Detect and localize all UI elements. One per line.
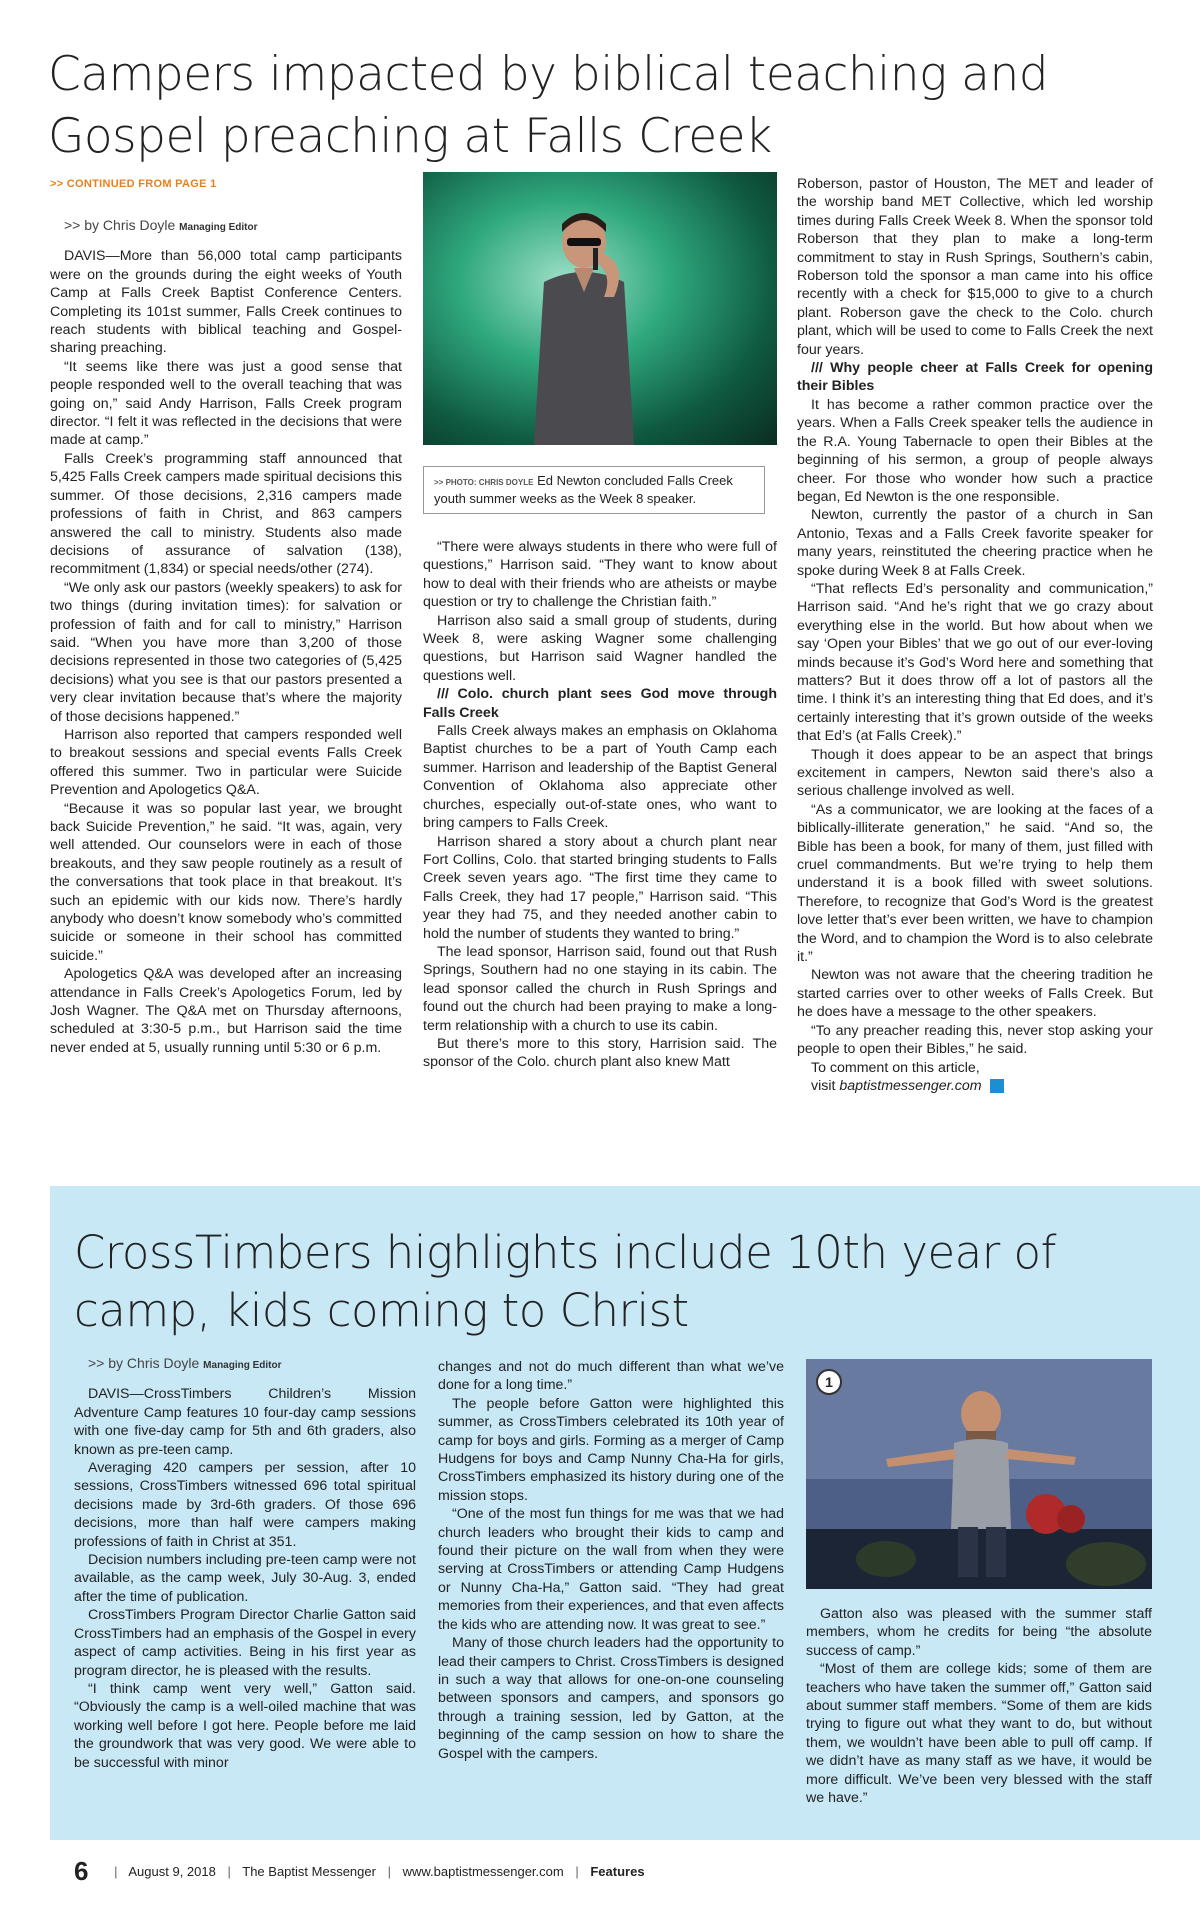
photo-credit: >> PHOTO: CHRIS DOYLE (434, 478, 534, 487)
paragraph: “We only ask our pastors (weekly speakers) to ask for two things (during invitation times): for salvation or profession of faith and for call to ministry,” Harrison said. “When you have more than 3,200 of those decisions represented in those two categories of (5,425 decisions) what you see is that our pastors presented a very clear invitation because that’s where the majority of those decisions happened.” (50, 579, 402, 725)
byline-role: Managing Editor (203, 1360, 282, 1371)
byline (64, 216, 402, 237)
publication-url[interactable]: www.baptistmessenger.com (402, 1864, 564, 1879)
paragraph: DAVIS—CrossTimbers Children’s Mission Adventure Camp features 10 four-day camp sessions with one five-day camp for 5th and 6th graders, also known as pre-teen camp. (74, 1386, 416, 1458)
byline-author: >> by Chris Doyle (88, 1355, 200, 1371)
paragraph: The people before Gatton were highlighted this summer, as CrossTimbers celebrated its 10th year of camp for boys and girls. Forming as a merger of Camp Hudgens for boys and Camp Nunny Cha-Ha for girls, CrossTimbers emphasized its history during one of the mission stops. (438, 1395, 784, 1504)
paragraph: Decision numbers including pre-teen camp were not available, as the camp week, July 30-Aug. 3, ended after the time of publication. (74, 1552, 416, 1605)
article-headline: CrossTimbers highlights include 10th year of camp, kids coming to Christ (74, 1226, 1056, 1337)
paragraph: CrossTimbers Program Director Charlie Gatton said CrossTimbers had an emphasis of the Gospel in every aspect of camp activities. Being in his first year as program director, he is pleased with the results. (74, 1607, 416, 1679)
visit-label: visit (811, 1077, 836, 1094)
stage-scene (806, 1359, 1152, 1589)
paragraph: Falls Creek’s programming staff announced that 5,425 Falls Creek campers made spiritual decisions this summer. Of those decisions, 2,316 campers made professions of faith in Christ, and 863 campers answered the call to ministry. Students also made decisions of assurance of salvation (138), recommitment (1,834) or special needs/other (274). (50, 450, 402, 578)
issue-date: August 9, 2018 (128, 1864, 216, 1879)
paragraph: changes and not do much different than what we’ve done for a long time.” (438, 1359, 784, 1394)
photo-number-badge: 1 (816, 1369, 842, 1395)
paragraph: “Most of them are college kids; some of them are teachers who have taken the summer off,” Gatton said about summer staff members. “Some of them are kids trying to figure out what they want to do, but without them, we wouldn’t have been able to pull off camp. If we didn’t have as many staff as we have, it would be more difficult. We’ve been very blessed with the staff we have.” (806, 1661, 1152, 1807)
byline-author: >> by Chris Doyle (64, 217, 176, 233)
paragraph: DAVIS—More than 56,000 total camp participants were on the grounds during the eight weeks of Youth Camp at Falls Creek Baptist Conference Centers. Completing its 101st summer, Falls Creek continues to reach students with biblical teaching and Gospel-sharing preaching. (50, 248, 402, 357)
comment-line (797, 1077, 1153, 1095)
paragraph: Roberson, pastor of Houston, The MET and leader of the worship band MET Collective, which led worship times during Falls Creek Week 8. When the sponsor told Roberson that they plan to make a long-term commitment to stay in Rush Springs, Southern’s cabin, Roberson told the sponsor a man came into his office recently with a check for $15,000 to give to a church plant. Roberson gave the check to the Colo. church plant, which will be used to come to Falls Creek the next four years. (797, 176, 1153, 358)
paragraph: To comment on this article, (811, 1059, 980, 1076)
paragraph: Though it does appear to be an aspect that brings excitement in campers, Newton said there’s also a serious challenge involved as well. (797, 746, 1153, 800)
paragraph: “That reflects Ed’s personality and communication,” Harrison said. “And he’s right that we go crazy about everything else in the world. But how about when we say ‘Open your Bibles’ that we go out of our ever-loving minds because it’s God’s Word here and something that matters? But it does throw off a lot of pastors all the time. I think it’s an interesting thing that Ed does, and it’s certainly interesting that it’s grown outside of the weeks that Ed’s (at Falls Creek).” (797, 580, 1153, 745)
article-column-1 (74, 1354, 416, 1772)
paragraph: “There were always students in there who were full of questions,” Harrison said. “They want to know about how to deal with their friends who are atheists or maybe question or try to challenge the Christian faith.” (423, 539, 777, 611)
article-column-2 (423, 538, 777, 1072)
paragraph: “One of the most fun things for me was that we had church leaders who brought their kids to camp and found their picture on the wall from when they were serving at CrossTimbers or attending Camp Hudgens or Nunny Cha-Ha,” Gatton said. “They had great memories from their experiences, and that even affects the kids who are attending now. It was great to see.” (438, 1506, 784, 1633)
paragraph: But there’s more to this story, Harrision said. The sponsor of the Colo. church plant also knew Matt (423, 1035, 777, 1071)
byline-role: Managing Editor (179, 222, 258, 233)
article-column-2 (438, 1358, 784, 1763)
paragraph: Falls Creek always makes an emphasis on Oklahoma Baptist churches to be a part of Youth Camp each summer. Harrison and leadership of the Baptist General Convention of Oklahoma also appreciate other churches, especially out-of-state ones, who want to bring campers to Falls Creek. (423, 723, 777, 832)
photo-caption (423, 466, 765, 514)
subhead: /// Why people cheer at Falls Creek for opening their Bibles (797, 360, 1153, 395)
paragraph: Harrison shared a story about a church plant near Fort Collins, Colo. that started bringing students to Falls Creek seven years ago. “The first time they came to Falls Creek, they had 17 people,” Harrison said. “This year they had 75, and they needed another cabin to hold the number of students they wanted to bring.” (423, 833, 777, 942)
section-name: Features (590, 1864, 645, 1879)
paragraph: “Because it was so popular last year, we brought back Suicide Prevention,” he said. “It was, again, very well attended. Our counselors were in each of those breakouts, and they saw people routinely as a result of the conversations that took place in that breakout. It’s such an epidemic with our kids now. There’s hardly anybody who doesn’t know somebody who’s committed suicide or someone in their school has committed suicide.” (50, 800, 402, 964)
article-headline: Campers impacted by biblical teaching and Gospel preaching at Falls Creek (48, 47, 1049, 164)
article-column-3 (806, 1605, 1152, 1807)
paragraph: Newton was not aware that the cheering tradition he started carries over to other weeks of Falls Creek. But he does have a message to the other speakers. (797, 967, 1153, 1021)
subhead: /// Colo. church plant sees God move through Falls Creek (423, 686, 777, 721)
paragraph: Gatton also was pleased with the summer staff members, whom he credits for being “the absolute success of camp.” (806, 1606, 1152, 1659)
paragraph: “As a communicator, we are looking at the faces of a biblically-illiterate generation,” he said. “And so, the Bible has been a book, for many of them, just filled with cruel commandments. But we’re trying to help them understand it is a book filled with sweet solutions. Therefore, to recognize that God’s Word is the greatest love letter that’s ever been written, we have to champion the Word, and to champion the Word is to also celebrate it.” (797, 801, 1153, 966)
paragraph: “To any preacher reading this, never stop asking your people to open their Bibles,” he said. (797, 1022, 1153, 1058)
paragraph: The lead sponsor, Harrison said, found out that Rush Springs, Southern had no one staying in its cabin. The lead sponsor called the church in Rush Springs and found out the church had been praying to make a long-term relationship with a church to use its cabin. (423, 943, 777, 1034)
paragraph: Harrison also said a small group of students, during Week 8, were asking Wagner some challenging questions, but Harrison said Wagner handled the questions well. (423, 612, 777, 684)
paragraph: “I think camp went very well,” Gatton said. “Obviously the camp is a well-oiled machine that was working well before I got here. People before me laid the groundwork that was very good. We were able to be successful with minor (74, 1680, 416, 1771)
paragraph: It has become a rather common practice over the years. When a Falls Creek speaker tells the audience in the R.A. Young Tabernacle to open their Bibles at the beginning of his sermon, a group of people always cheer. For those who wonder how such a practice began, Ed Newton is the one responsible. (797, 396, 1153, 505)
continued-label: >> CONTINUED FROM PAGE 1 (50, 178, 217, 190)
publication-name: The Baptist Messenger (242, 1864, 376, 1879)
paragraph: Apologetics Q&A was developed after an increasing attendance in Falls Creek’s Apologetics Forum, led by Josh Wagner. The Q&A met on Thursday afternoons, scheduled at 3:30-5 p.m., but Harrison said the time never ended at 5, usually running until 5:30 or 6 p.m. (50, 966, 402, 1056)
page-footer: 6 | August 9, 2018 | The Baptist Messenger | www.baptistmessenger.com | Features (74, 1856, 645, 1886)
byline (88, 1354, 416, 1375)
messenger-logo-icon: m (990, 1079, 1004, 1093)
paragraph: Many of those church leaders had the opportunity to lead their campers to Christ. CrossTimbers is designed in such a way that allows for one-on-one counseling between sponsors and campers, and sponsors go through a training session, led by Gatton, at the beginning of the camp session on how to share the Gospel with the campers. (438, 1635, 784, 1762)
caption-text: Ed Newton concluded Falls Creek youth summer weeks as the Week 8 speaker. (434, 473, 733, 506)
paragraph: Averaging 420 campers per session, after 10 sessions, CrossTimbers witnessed 696 total spiritual decisions made by 3rd-6th graders. Of those 696 decisions, more than half were campers making professions of faith in Christ at 351. (74, 1460, 416, 1550)
page-number: 6 (74, 1856, 89, 1886)
article-column-1 (50, 216, 402, 1057)
paragraph: “It seems like there was just a good sense that people responded well to the overall teaching that was going on,” said Andy Harrison, Falls Creek program director. “I felt it was reflected in the decisions that were made at camp.” (50, 358, 402, 449)
paragraph: Newton, currently the pastor of a church in San Antonio, Texas and a Falls Creek favorite speaker for many years, reinstituted the cheering practice when he spoke during Week 8 at Falls Creek. (797, 507, 1153, 579)
site-link[interactable]: baptistmessenger.com (839, 1077, 982, 1094)
paragraph: Harrison also reported that campers responded well to breakout sessions and special events Falls Creek offered this summer. Two in particular were Suicide Prevention and Apologetics Q&A. (50, 726, 402, 799)
article-column-3 (797, 175, 1153, 1095)
speaker-photo (423, 172, 777, 445)
camp-director-photo (806, 1359, 1152, 1589)
speaker-figure (519, 202, 649, 445)
